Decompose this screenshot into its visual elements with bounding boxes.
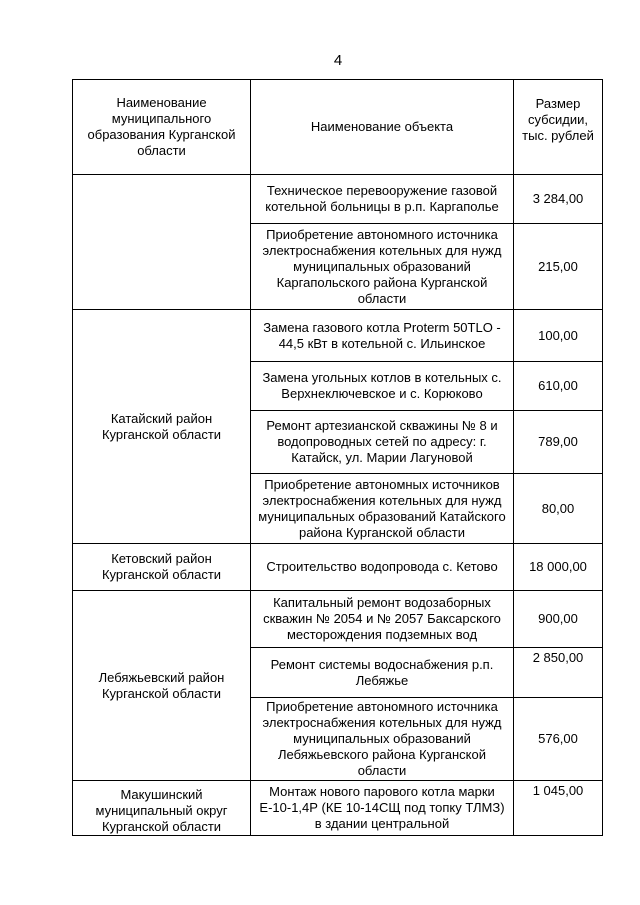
object-cell: Приобретение автономного источника электроснабжения котельных для нужд муниципальных образований Каргапольского района Курганской области xyxy=(251,224,514,310)
amount-cell: 2 850,00 xyxy=(514,648,603,698)
object-cell: Ремонт системы водоснабжения р.п. Лебяжье xyxy=(251,648,514,698)
amount-cell: 3 284,00 xyxy=(514,175,603,224)
amount-cell: 18 000,00 xyxy=(514,544,603,591)
municipality-cell: Катайский район Курганской области xyxy=(73,310,251,544)
amount-cell: 215,00 xyxy=(514,224,603,310)
object-cell: Приобретение автономных источников электроснабжения котельных для нужд муниципальных образований Катайского района Курганской области xyxy=(251,474,514,544)
table-row xyxy=(73,591,603,648)
header-amount: Размер субсидии, тыс. рублей xyxy=(514,80,603,175)
table-row xyxy=(73,175,603,224)
object-cell: Ремонт артезианской скважины № 8 и водопроводных сетей по адресу: г. Катайск, ул. Марии Лагуновой xyxy=(251,411,514,474)
amount-cell: 1 045,00 xyxy=(514,781,603,836)
table-row xyxy=(73,310,603,362)
municipality-cell: Лебяжьевский район Курганской области xyxy=(73,591,251,781)
header-municipality: Наименование муниципального образования Курганской области xyxy=(73,80,251,175)
amount-cell: 100,00 xyxy=(514,310,603,362)
amount-cell: 576,00 xyxy=(514,698,603,781)
amount-cell: 789,00 xyxy=(514,411,603,474)
amount-cell: 900,00 xyxy=(514,591,603,648)
table-row xyxy=(73,544,603,591)
object-cell: Капитальный ремонт водозаборных скважин № 2054 и № 2057 Баксарского месторождения подземных вод xyxy=(251,591,514,648)
municipality-cell: Макушинский муниципальный округ Курганской области xyxy=(73,781,251,836)
object-cell: Строительство водопровода с. Кетово xyxy=(251,544,514,591)
object-cell: Замена газового котла Proterm 50TLO - 44,5 кВт в котельной с. Ильинское xyxy=(251,310,514,362)
object-cell: Замена угольных котлов в котельных с. Верхнеключевское и с. Корюково xyxy=(251,362,514,411)
subsidy-table xyxy=(72,79,603,836)
amount-cell: 80,00 xyxy=(514,474,603,544)
table-header-row xyxy=(73,80,603,175)
header-object: Наименование объекта xyxy=(251,80,514,175)
municipality-cell: Кетовский район Курганской области xyxy=(73,544,251,591)
object-cell: Приобретение автономного источника электроснабжения котельных для нужд муниципальных образований Лебяжьевского района Курганской области xyxy=(251,698,514,781)
amount-cell: 610,00 xyxy=(514,362,603,411)
municipality-cell xyxy=(73,175,251,310)
object-cell: Техническое перевооружение газовой котельной больницы в р.п. Каргаполье xyxy=(251,175,514,224)
table-row xyxy=(73,781,603,836)
page-number: 4 xyxy=(333,52,343,69)
object-cell: Монтаж нового парового котла марки Е-10-1,4Р (КЕ 10-14СЩ под топку ТЛМЗ) в здании центральной xyxy=(251,781,514,836)
